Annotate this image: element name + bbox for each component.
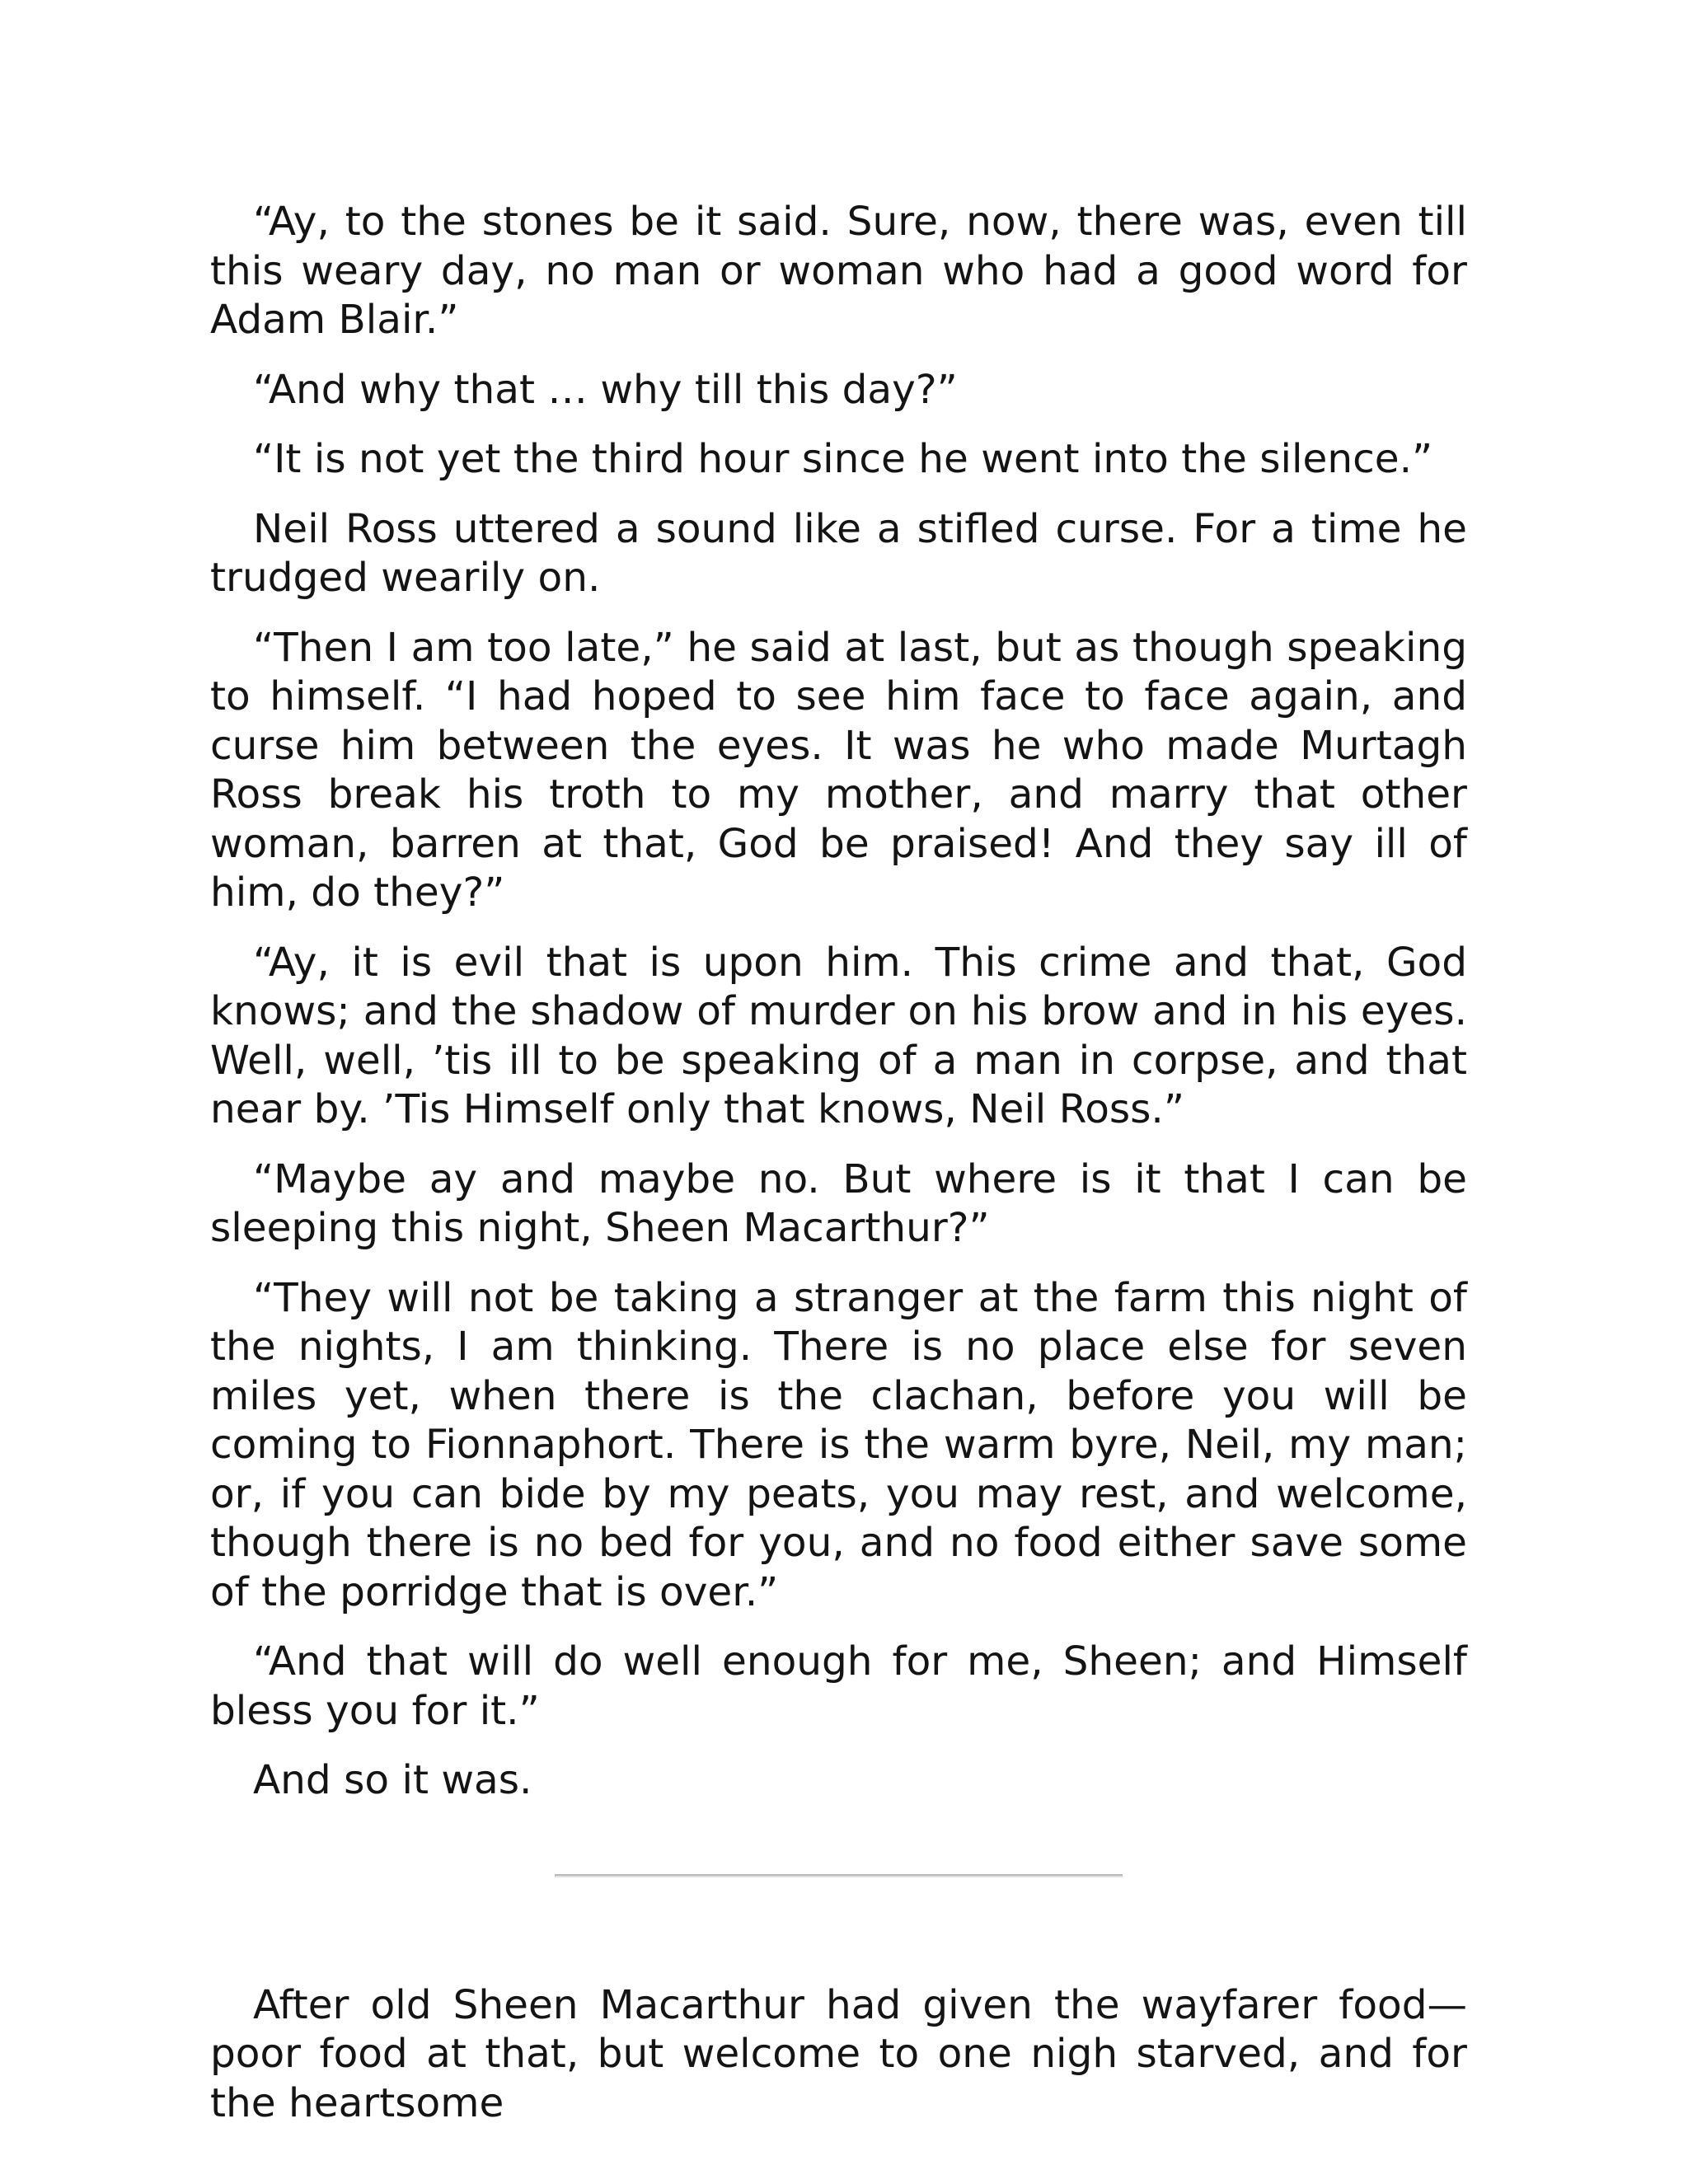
paragraph: After old Sheen Macarthur had given the wayfarer food—poor food at that, but welcome to one nigh starved, and for the heartsome: [210, 1981, 1467, 2126]
paragraph: “And why that … why till this day?”: [253, 366, 958, 413]
paragraph: “They will not be taking a stranger at the farm this night of the nights, I am thinking. There is no place else for seven miles yet, when there is the clachan, before you will be coming to Fionnaphort. There is the warm byre, Neil, my man; or, if you can bide by my peats, you may rest, and welcome, though there is no bed for you, and no food either save some of the porridge that is over.”: [210, 1274, 1467, 1615]
paragraph: And so it was.: [253, 1757, 532, 1803]
paragraph: “Ay, it is evil that is upon him. This crime and that, God knows; and the shadow of murder on his brow and in his eyes. Well, well, ’tis ill to be speaking of a man in corpse, and that near by. ’Tis Himself only that knows, Neil Ross.”: [210, 939, 1467, 1132]
text-column: [210, 198, 1467, 2149]
paragraph: “Ay, to the stones be it said. Sure, now, there was, even till this weary day, no man or woman who had a good word for Adam Blair.”: [210, 199, 1467, 343]
paragraph: “Then I am too late,” he said at last, but as though speaking to himself. “I had hoped to see him face to face again, and curse him between the eyes. It was he who made Murtagh Ross break his troth to my mother, and marry that other woman, barren at that, God be praised! And they say ill of him, do they?”: [210, 624, 1467, 916]
section-break-rule: [555, 1874, 1123, 1877]
paragraph: “And that will do well enough for me, Sheen; and Himself bless you for it.”: [210, 1638, 1467, 1734]
paragraph: “It is not yet the third hour since he went into the silence.”: [253, 436, 1433, 482]
paragraph: “Maybe ay and maybe no. But where is it that I can be sleeping this night, Sheen Macarthur?”: [210, 1155, 1467, 1251]
paragraph: Neil Ross uttered a sound like a stifled curse. For a time he trudged wearily on.: [210, 505, 1467, 601]
